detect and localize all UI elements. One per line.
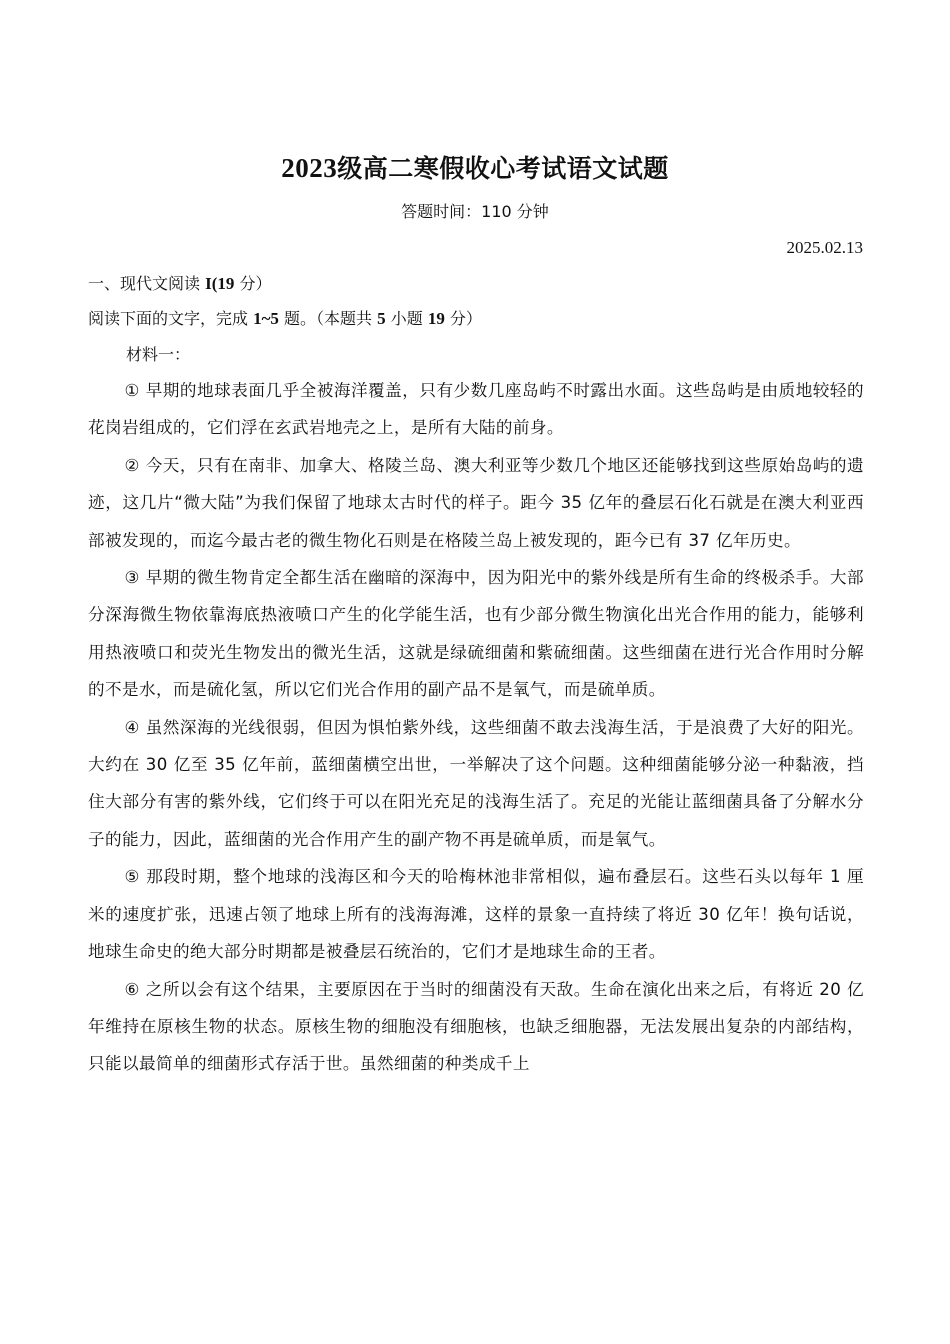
exam-duration: 答题时间：110 分钟	[401, 202, 549, 221]
section-heading-score: I(19	[205, 274, 235, 293]
paragraph-5: ⑤ 那段时期，整个地球的浅海区和今天的哈梅林池非常相似，遍布叠层石。这些石头以每年 1 厘米的速度扩张，迅速占领了地球上所有的浅海海滩，这样的景象一直持续了将近 30 亿年！换句话说，地球生命史的绝大部分时期都是被叠层石统治的，它们才是地球生命的王者。	[88, 867, 864, 962]
reading-passage	[88, 372, 864, 1083]
material-label: 材料一：	[126, 345, 191, 364]
section-heading-suffix: 分）	[234, 274, 272, 293]
instruction-part-2: 题。（本题共	[278, 309, 378, 328]
instruction-range: 1~5	[253, 309, 279, 328]
paragraph-4: ④ 虽然深海的光线很弱，但因为惧怕紫外线，这些细菌不敢去浅海生活，于是浪费了大好的阳光。大约在 30 亿至 35 亿年前，蓝细菌横空出世，一举解决了这个问题。这种细菌能够分泌一种黏液，挡住大部分有害的紫外线，它们终于可以在阳光充足的浅海生活了。充足的光能让蓝细菌具备了分解水分子的能力，因此，蓝细菌的光合作用产生的副产物不再是硫单质，而是氧气。	[88, 717, 864, 849]
instruction-part-4: 分）	[444, 309, 482, 328]
paragraph-1: ① 早期的地球表面几乎全被海洋覆盖，只有少数几座岛屿不时露出水面。这些岛屿是由质地较轻的花岗岩组成的，它们浮在玄武岩地壳之上，是所有大陆的前身。	[88, 381, 864, 438]
section-heading-prefix: 一、现代文阅读	[88, 274, 206, 293]
paragraph-3: ③ 早期的微生物肯定全都生活在幽暗的深海中，因为阳光中的紫外线是所有生命的终极杀手。大部分深海微生物依靠海底热液喷口产生的化学能生活，也有少部分微生物演化出光合作用的能力，能够利用热液喷口和荧光生物发出的微光生活，这就是绿硫细菌和紫硫细菌。这些细菌在进行光合作用时分解的不是水，而是硫化氢，所以它们光合作用的副产品不是氧气，而是硫单质。	[88, 568, 864, 700]
instruction-score: 19	[427, 309, 445, 328]
instruction-count: 5	[377, 309, 386, 328]
exam-date: 2025.02.13	[786, 238, 863, 257]
exam-title-text: 级高二寒假收心考试语文试题	[337, 154, 669, 183]
instruction-part-3: 小题	[385, 309, 428, 328]
instruction-part-1: 阅读下面的文字，完成	[88, 309, 254, 328]
exam-title-year: 2023	[281, 153, 338, 183]
paragraph-2: ② 今天，只有在南非、加拿大、格陵兰岛、澳大利亚等少数几个地区还能够找到这些原始岛屿的遗迹，这几片“微大陆”为我们保留了地球太古时代的样子。距今 35 亿年的叠层石化石就是在澳大利亚西部被发现的，而迄今最古老的微生物化石则是在格陵兰岛上被发现的，距今已有 37 亿年历史。	[88, 455, 864, 550]
section-heading	[88, 272, 271, 296]
exam-title	[0, 150, 950, 187]
paragraph-6: ⑥ 之所以会有这个结果，主要原因在于当时的细菌没有天敌。生命在演化出来之后，有将近 20 亿年维持在原核生物的状态。原核生物的细胞没有细胞核，也缺乏细胞器，无法发展出复杂的内部结构，只能以最简单的细菌形式存活于世。虽然细菌的种类成千上	[88, 979, 864, 1074]
reading-instruction	[88, 307, 482, 331]
